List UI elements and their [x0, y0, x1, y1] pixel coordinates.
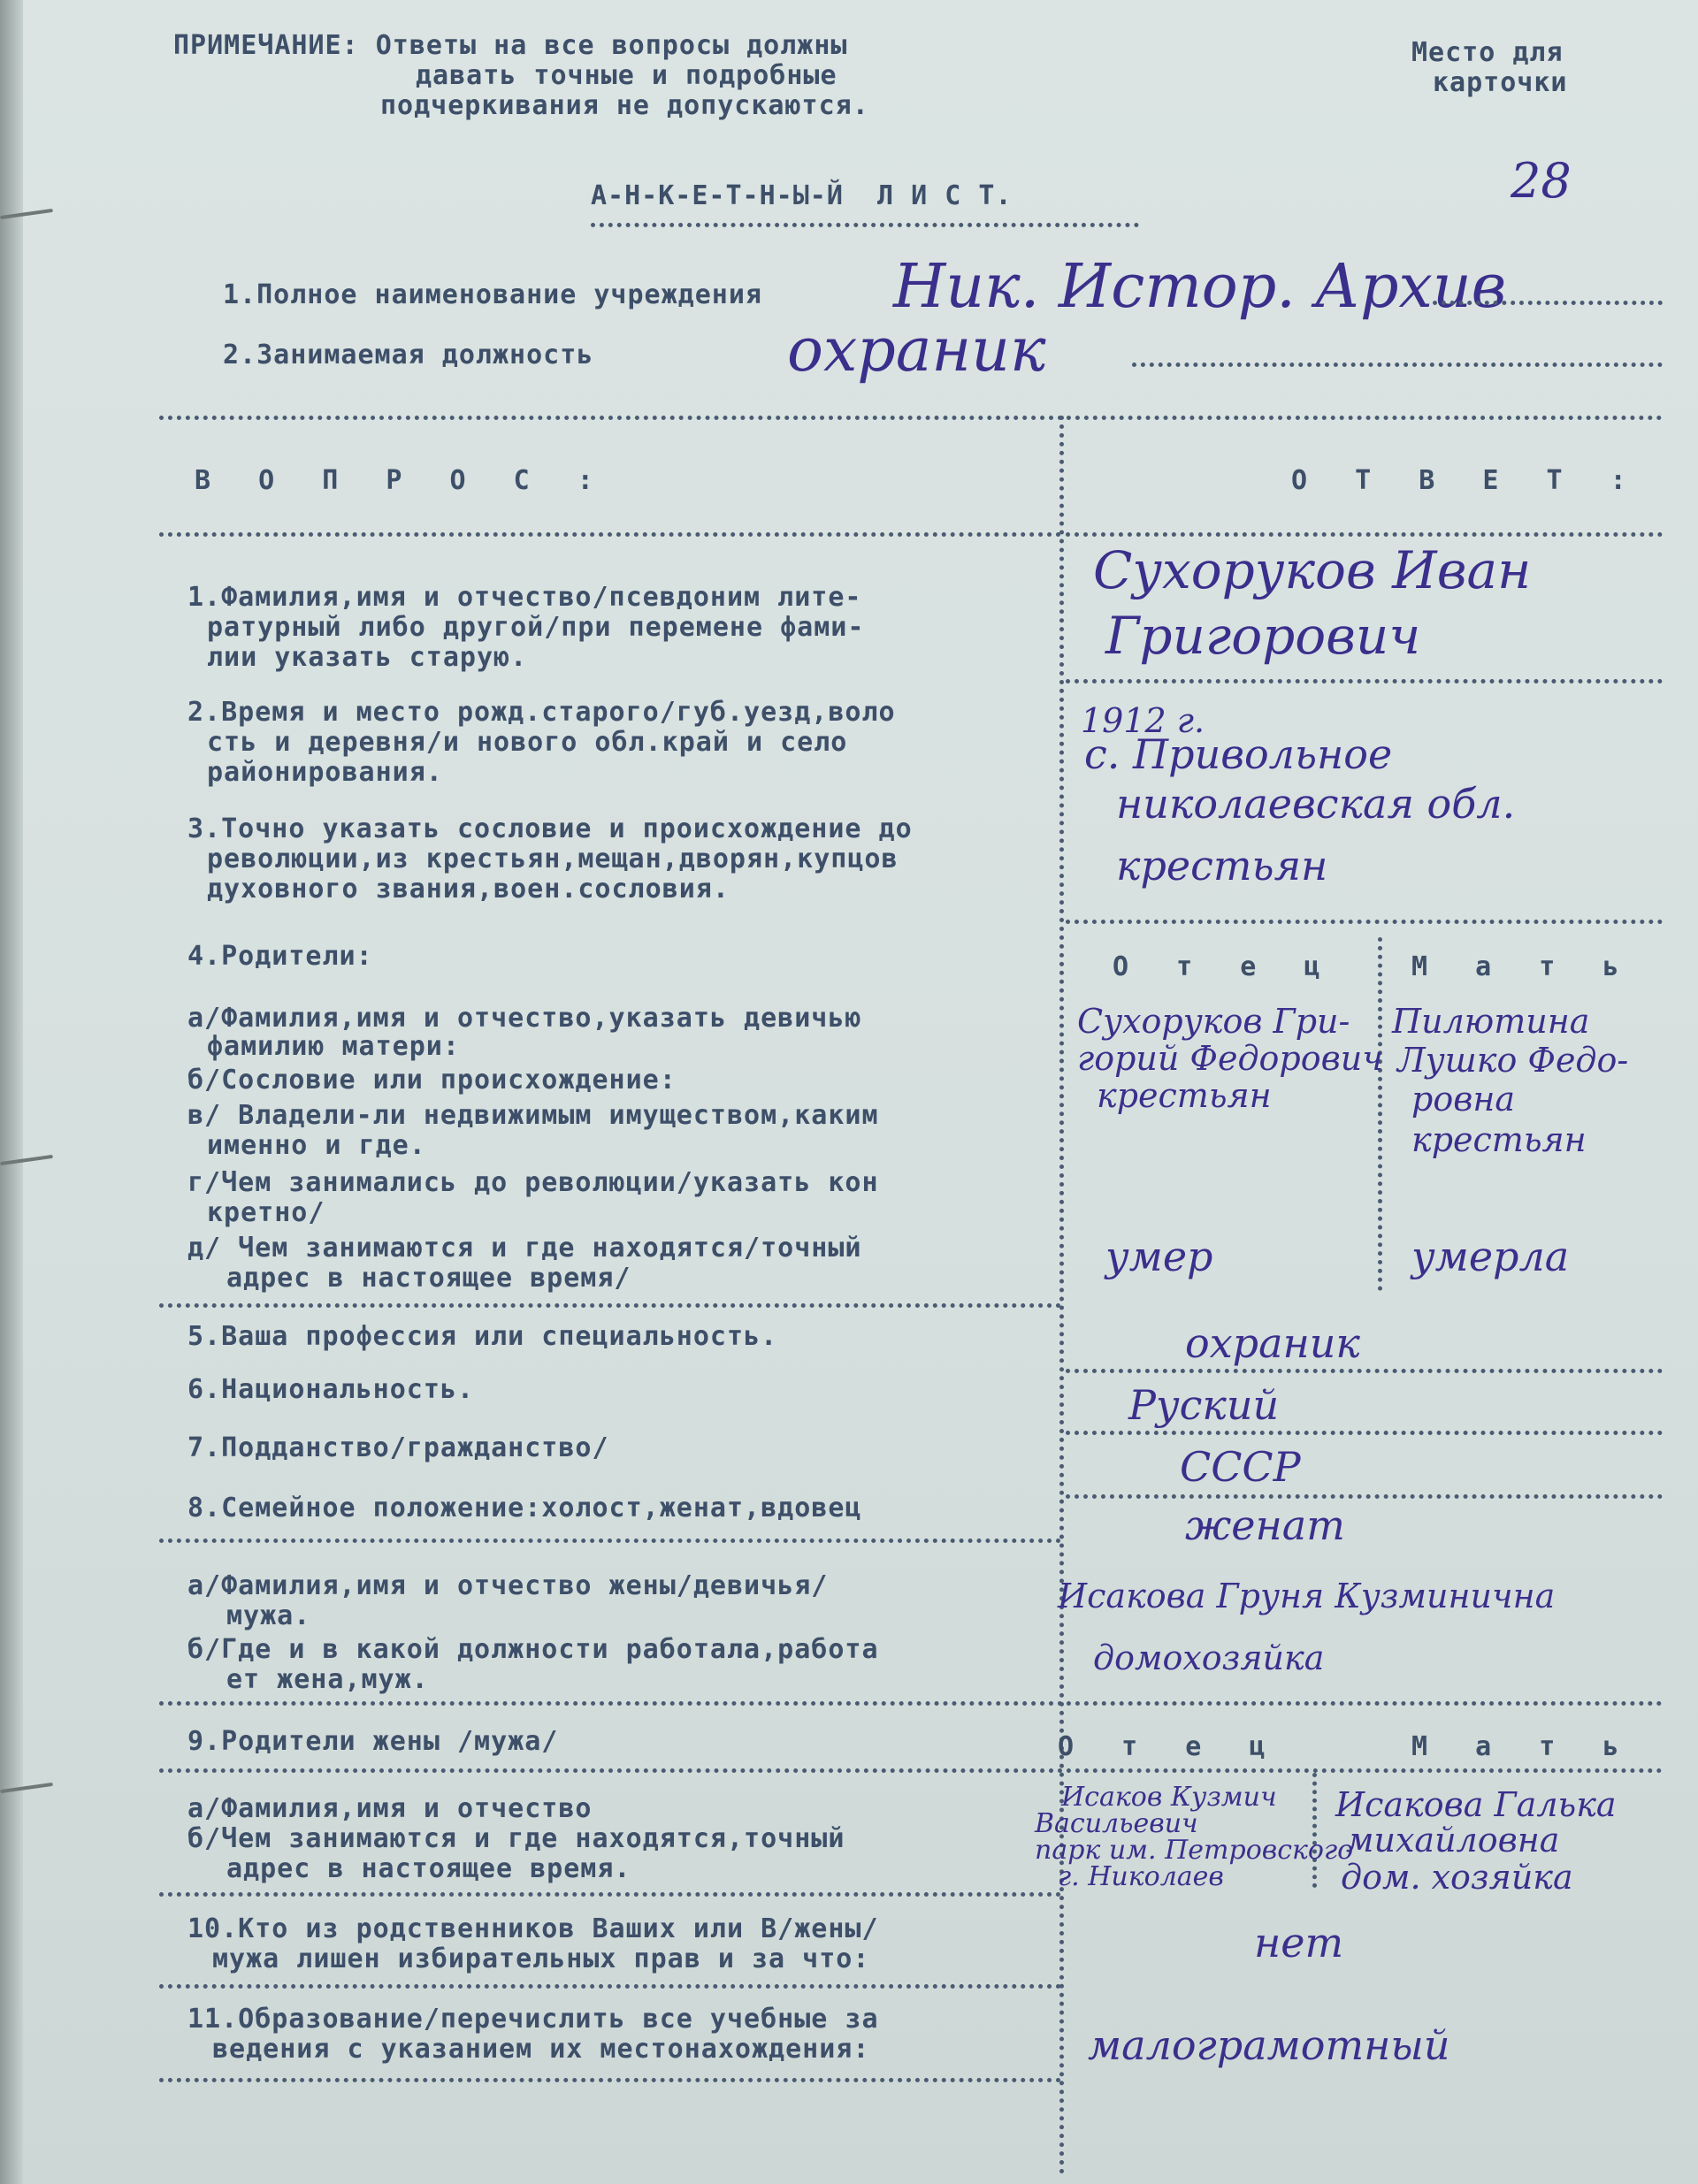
row-separator [159, 1984, 1061, 1989]
parents-divider [1378, 937, 1382, 1291]
answer-wife-father-line-1: Исаков Кузмич [1061, 1782, 1277, 1813]
question-2-line-1: 2.Время и место рожд.старого/губ.уезд,воло [187, 697, 896, 728]
answer-education: малограмотный [1088, 2021, 1450, 2069]
answer-mother-now: умерла [1411, 1233, 1570, 1280]
question-3-line-1: 3.Точно указать сословие и происхождение до [187, 813, 913, 844]
question-4: 4.Родители: [187, 941, 373, 972]
row-separator [159, 1768, 1663, 1773]
row-separator [1066, 920, 1663, 924]
answer-column-header: О Т В Е Т : [1291, 465, 1642, 496]
row-separator [1066, 1431, 1663, 1435]
question-2-line-3: районирования. [207, 757, 443, 788]
institution-label: 1.Полное наименование учреждения [223, 279, 762, 310]
question-8b-line-1: б/Где и в какой должности работала,работа [187, 1634, 879, 1665]
row-separator [159, 1892, 1061, 1897]
header-separator [159, 416, 1663, 420]
answer-father-now: умер [1105, 1233, 1213, 1280]
question-4c-line-2: именно и где. [207, 1130, 426, 1161]
row-separator [159, 1701, 1663, 1706]
title-underline [591, 223, 1139, 227]
row-separator [159, 2078, 1061, 2082]
answer-name-line-1: Сухоруков Иван [1093, 540, 1532, 600]
question-11-line-1: 11.Образование/перечислить все учебные за [187, 2004, 879, 2035]
question-4b: б/Сословие или происхождение: [187, 1065, 677, 1096]
answer-relatives: нет [1254, 1919, 1344, 1966]
answer-mother-line-1: Пилютина [1392, 1002, 1590, 1041]
answer-mother-line-4: крестьян [1411, 1120, 1587, 1159]
question-9a: а/Фамилия,имя и отчество [187, 1793, 593, 1824]
answer-name-line-2: Григорович [1105, 606, 1421, 666]
question-column-header: В О П Р О С : [195, 465, 609, 496]
institution-value: Ник. Истор. Архив [893, 252, 1507, 322]
answer-wife-father-line-4: г. Николаев [1058, 1861, 1224, 1892]
row-separator [159, 1303, 1061, 1308]
answer-birth-village: с. Привольное [1084, 730, 1393, 778]
answer-family-status: женат [1185, 1501, 1345, 1549]
note-line-2: давать точные и подробные [416, 60, 838, 91]
wife-father-column-label: О т е ц [1058, 1731, 1281, 1762]
row-separator [1066, 679, 1663, 683]
question-3-line-3: духовного звания,воен.сословия. [207, 874, 730, 905]
question-8a-line-2: мужа. [226, 1600, 311, 1631]
answer-citizenship: СССР [1180, 1443, 1301, 1491]
wife-mother-column-label: М а т ь [1411, 1731, 1635, 1762]
row-separator [1066, 1494, 1663, 1499]
institution-dots [1433, 301, 1663, 305]
question-7: 7.Подданство/гражданство/ [187, 1432, 609, 1463]
question-4a-line-2: фамилию матери: [207, 1031, 460, 1062]
answer-origin: крестьян [1116, 842, 1328, 890]
answer-father-line-2: горий Федорович [1077, 1039, 1383, 1078]
position-dots [1132, 363, 1663, 367]
answer-father-line-3: крестьян [1097, 1076, 1272, 1115]
question-4e-line-2: адрес в настоящее время/ [226, 1263, 631, 1294]
question-8: 8.Семейное положение:холост,женат,вдовец [187, 1493, 862, 1523]
wife-parents-divider [1312, 1773, 1317, 1888]
answer-wife-father-line-3: парк им. Петровского [1035, 1835, 1354, 1866]
question-4c-line-1: в/ Владели-ли недвижимым имуществом,каким [187, 1100, 879, 1131]
question-9b-line-1: б/Чем занимаются и где находятся,точный [187, 1823, 845, 1854]
answer-wife-father-line-2: Васильевич [1035, 1808, 1198, 1839]
row-separator [1066, 1369, 1663, 1373]
answer-wife-mother-line-3: дом. хозяйка [1341, 1858, 1573, 1897]
question-10-line-1: 10.Кто из родственников Ваших или В/жены/ [187, 1913, 879, 1944]
answer-wife-mother-line-2: михайловна [1346, 1821, 1560, 1859]
question-4a-line-1: а/Фамилия,имя и отчество,указать девичью [187, 1003, 862, 1034]
sheet-number: 28 [1511, 153, 1572, 209]
binding-edge [0, 0, 23, 2184]
card-place-line-1: Место для [1411, 37, 1564, 68]
note-line-1: ПРИМЕЧАНИЕ: Ответы на все вопросы должны [173, 30, 848, 61]
answer-birth-region: николаевская обл. [1116, 780, 1516, 828]
note-line-3: подчеркивания не допускаются. [380, 90, 869, 121]
mother-column-label: М а т ь [1411, 951, 1635, 982]
column-divider [1059, 416, 1064, 2175]
question-1-line-2: ратурный либо другой/при перемене фами- [207, 612, 865, 643]
question-3-line-2: революции,из крестьян,мещан,дворян,купцов [207, 844, 899, 874]
question-4d-line-2: кретно/ [207, 1197, 325, 1228]
answer-father-line-1: Сухоруков Гри- [1077, 1002, 1350, 1041]
answer-birth-year: 1912 г. [1081, 701, 1205, 740]
answer-profession: охраник [1185, 1319, 1360, 1367]
answer-mother-line-3: ровна [1411, 1080, 1516, 1119]
question-8a-line-1: а/Фамилия,имя и отчество жены/девичья/ [187, 1570, 829, 1601]
card-place-line-2: карточки [1433, 67, 1568, 98]
question-1-line-3: лии указать старую. [207, 642, 528, 673]
question-4e-line-1: д/ Чем занимаются и где находятся/точный [187, 1233, 862, 1264]
answer-nationality: Руский [1128, 1381, 1280, 1429]
question-4d-line-1: г/Чем занимались до революции/указать кон [187, 1167, 879, 1198]
position-value: охраник [787, 316, 1046, 386]
answer-mother-line-2: Лушко Федо- [1397, 1041, 1629, 1080]
question-2-line-2: сть и деревня/и нового обл.край и село [207, 727, 848, 758]
father-column-label: О т е ц [1113, 951, 1336, 982]
answer-wife-mother-line-1: Исакова Галька [1335, 1785, 1617, 1824]
row-separator [1066, 532, 1663, 537]
question-1-line-1: 1.Фамилия,имя и отчество/псевдоним лите- [187, 582, 862, 613]
row-separator [159, 532, 1061, 537]
answer-wife-work: домохозяйка [1093, 1638, 1325, 1677]
question-9: 9.Родители жены /мужа/ [187, 1726, 559, 1757]
question-11-line-2: ведения с указанием их местонахождения: [212, 2034, 870, 2065]
form-title: А-Н-К-Е-Т-Н-Ы-Й Л И С Т. [591, 180, 1013, 211]
position-label: 2.Занимаемая должность [223, 340, 594, 370]
question-8b-line-2: ет жена,муж. [226, 1664, 429, 1695]
question-5: 5.Ваша профессия или специальность. [187, 1321, 778, 1352]
row-separator [159, 1539, 1061, 1543]
question-9b-line-2: адрес в настоящее время. [226, 1853, 631, 1884]
question-10-line-2: мужа лишен избирательных прав и за что: [212, 1943, 870, 1974]
question-6: 6.Национальность. [187, 1374, 475, 1405]
answer-wife-name: Исакова Груня Кузминична [1058, 1577, 1556, 1615]
